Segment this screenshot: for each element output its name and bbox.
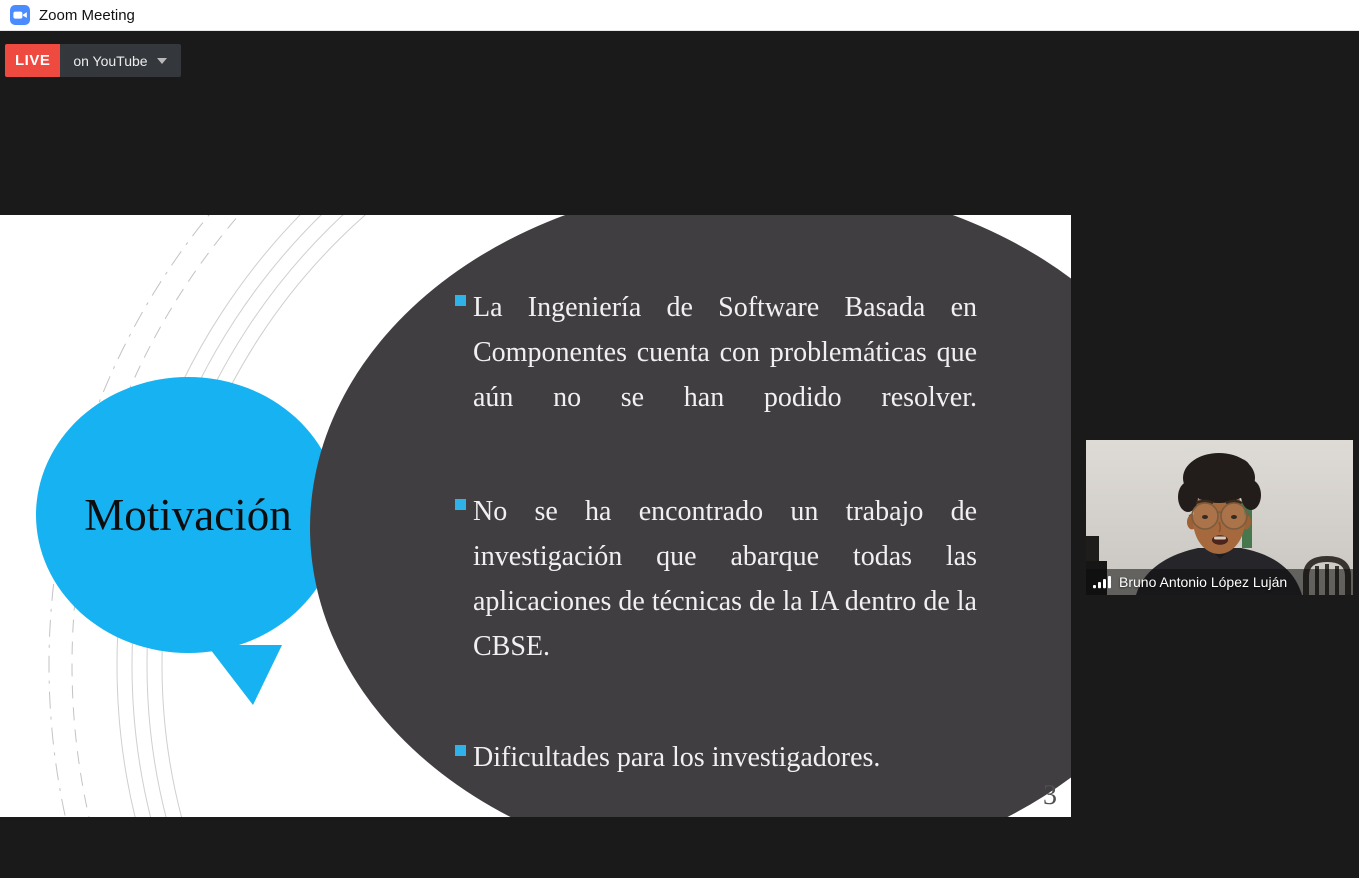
window-titlebar: [0, 0, 1359, 31]
zoom-camera-icon: [10, 5, 30, 25]
mouth: [1212, 535, 1228, 545]
live-indicator: LIVE: [5, 44, 60, 77]
chevron-down-icon: [157, 58, 167, 64]
slide-title: Motivación: [84, 490, 292, 540]
signal-bars-icon: [1093, 575, 1112, 589]
speech-bubble-shape: [36, 377, 340, 705]
shared-screen-slide: [0, 215, 1071, 817]
participant-name: Bruno Antonio López Luján: [1119, 574, 1288, 590]
slide-bullet-item: La Ingeniería de Software Basada en Componentes cuenta con problemáticas que aún no se han podido resolver.: [455, 285, 977, 465]
participant-name-bar: [1086, 569, 1353, 595]
slide-page-number: 3: [1043, 780, 1057, 811]
live-destination-label: on YouTube: [73, 52, 148, 69]
slide-bullet-item: Dificultades para los investigadores.: [455, 735, 977, 817]
slide-bullet-item: No se ha encontrado un trabajo de investigación que abarque todas las aplicaciones de técnicas de la IA dentro de la CBSE.: [455, 489, 977, 714]
live-destination-dropdown[interactable]: [60, 44, 180, 77]
live-badge: [5, 44, 181, 77]
participant-video-tile[interactable]: [1086, 440, 1353, 595]
window-title: Zoom Meeting: [39, 6, 135, 24]
